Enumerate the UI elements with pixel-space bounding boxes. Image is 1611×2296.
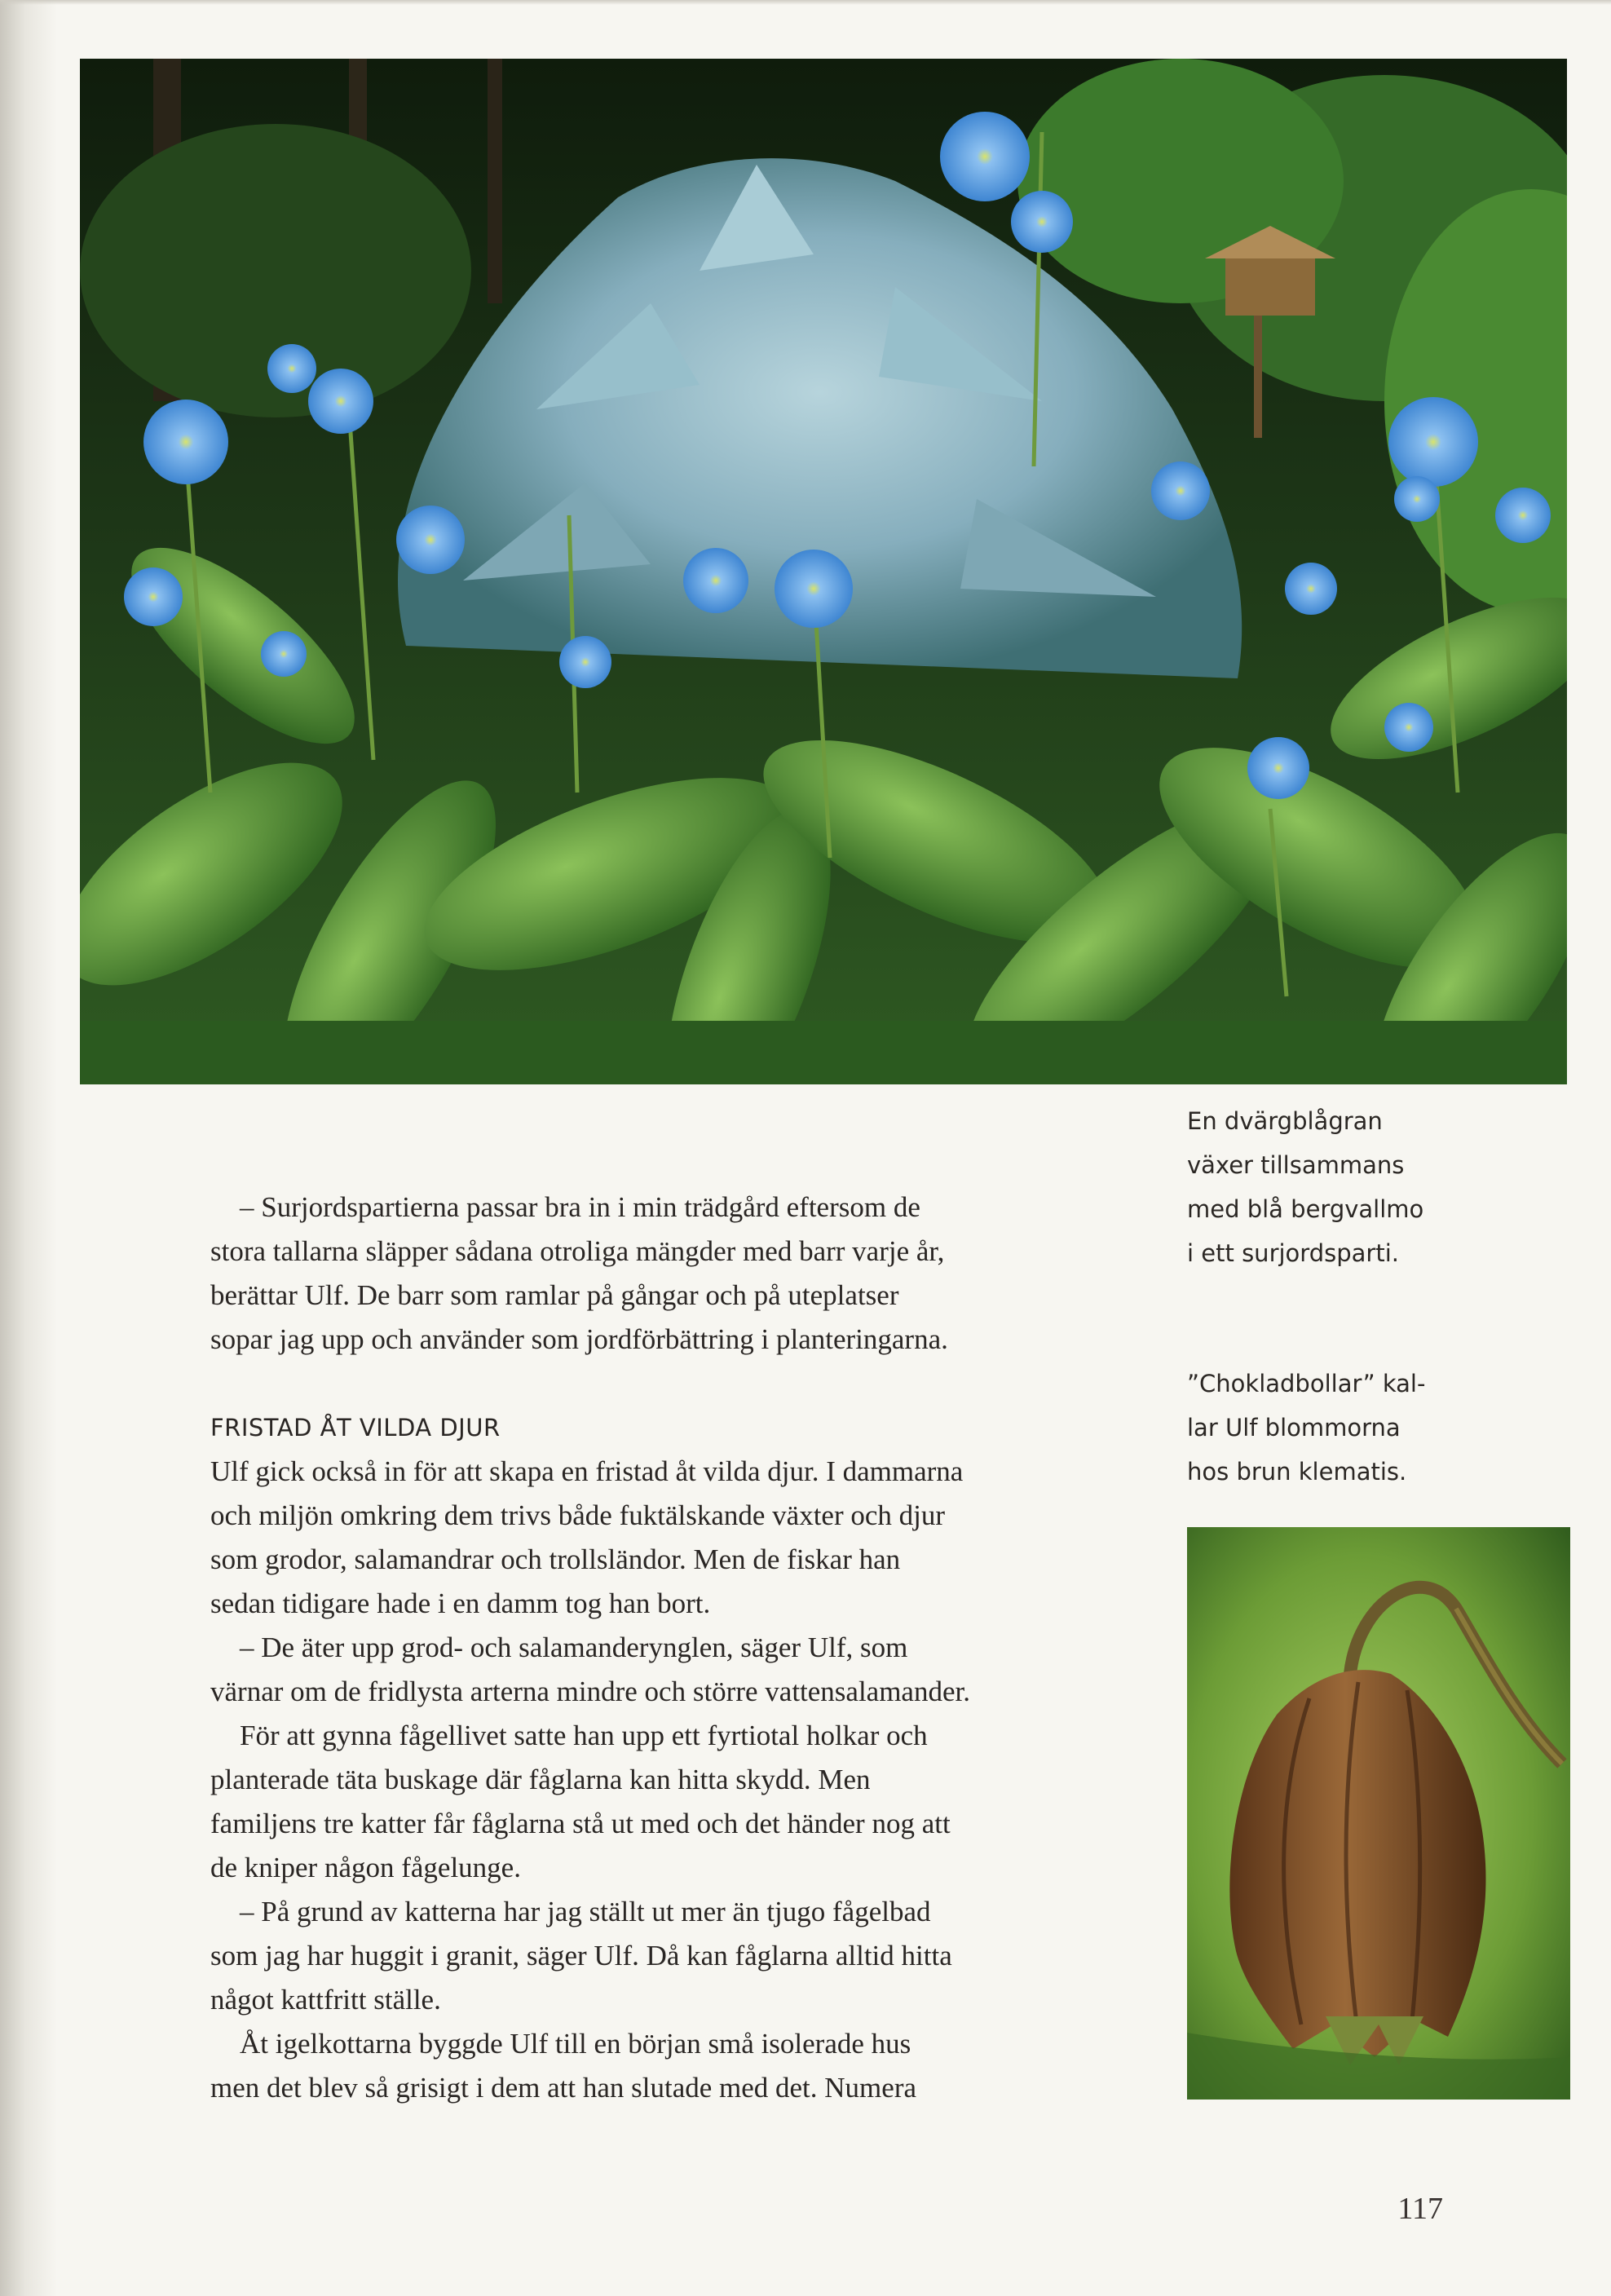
article-body bbox=[210, 1186, 1099, 2110]
text-line: men det blev så grisigt i dem att han slutade med det. Numera bbox=[210, 2072, 917, 2104]
text-line: sopar jag upp och använder som jordförbättring i planteringarna. bbox=[210, 1323, 948, 1355]
text-line: – De äter upp grod- och salamanderynglen, säger Ulf, som bbox=[240, 1631, 908, 1663]
caption-line: i ett surjordsparti. bbox=[1187, 1239, 1399, 1267]
photo-caption-clematis bbox=[1187, 1362, 1529, 1494]
article-paragraph bbox=[210, 1186, 1099, 1362]
text-line: som grodor, salamandrar och trollsländor. Men de fiskar han bbox=[210, 1543, 901, 1575]
paragraph-gap bbox=[210, 1362, 1099, 1406]
text-line: stora tallarna släpper sådana otroliga mängder med barr varje år, bbox=[210, 1235, 945, 1267]
photo-caption-spruce bbox=[1187, 1099, 1529, 1275]
text-line: de kniper någon fågelunge. bbox=[210, 1852, 521, 1883]
article-paragraph bbox=[210, 1450, 1099, 1626]
book-gutter-shadow bbox=[0, 0, 57, 2296]
section-heading: FRISTAD ÅT VILDA DJUR bbox=[210, 1414, 501, 1442]
text-line: Ulf gick också in för att skapa en fristad åt vilda djur. I dammarna bbox=[210, 1455, 964, 1487]
text-line: – Surjordspartierna passar bra in i min trädgård eftersom de bbox=[240, 1191, 920, 1223]
caption-line: lar Ulf blommorna bbox=[1187, 1414, 1401, 1442]
text-line: värnar om de fridlysta arterna mindre och större vattensalamander. bbox=[210, 1676, 970, 1707]
caption-line: ”Chokladbollar” kal- bbox=[1187, 1370, 1426, 1397]
text-line: – På grund av katterna har jag ställt ut mer än tjugo fågelbad bbox=[240, 1896, 931, 1927]
text-line: och miljön omkring dem trivs både fuktälskande växter och djur bbox=[210, 1499, 946, 1531]
page-top-edge bbox=[0, 0, 1611, 5]
text-line: Åt igelkottarna byggde Ulf till en början små isolerade hus bbox=[240, 2028, 911, 2060]
text-line: något kattfritt ställe. bbox=[210, 1984, 441, 2016]
article-paragraph bbox=[210, 2022, 1099, 2110]
text-line: som jag har huggit i granit, säger Ulf. Då kan fåglarna alltid hitta bbox=[210, 1940, 952, 1971]
article-paragraph bbox=[210, 1890, 1099, 2022]
caption-line: växer tillsammans bbox=[1187, 1151, 1405, 1179]
text-line: familjens tre katter får fåglarna stå ut med och det händer nog att bbox=[210, 1808, 951, 1839]
text-line: För att gynna fågellivet satte han upp ett fyrtiotal holkar och bbox=[240, 1720, 928, 1751]
text-line: planterade täta buskage där fåglarna kan hitta skydd. Men bbox=[210, 1764, 871, 1795]
clematis-photo bbox=[1187, 1527, 1570, 2100]
caption-line: En dvärgblågran bbox=[1187, 1107, 1383, 1135]
garden-photo bbox=[80, 59, 1567, 1084]
article-paragraph bbox=[210, 1714, 1099, 1890]
article-paragraph bbox=[210, 1626, 1099, 1714]
page-number: 117 bbox=[1397, 2192, 1443, 2226]
text-line: berättar Ulf. De barr som ramlar på gångar och på uteplatser bbox=[210, 1279, 899, 1311]
text-line: sedan tidigare hade i en damm tog han bort. bbox=[210, 1587, 711, 1619]
caption-line: hos brun klematis. bbox=[1187, 1458, 1407, 1486]
caption-line: med blå bergvallmo bbox=[1187, 1195, 1424, 1223]
